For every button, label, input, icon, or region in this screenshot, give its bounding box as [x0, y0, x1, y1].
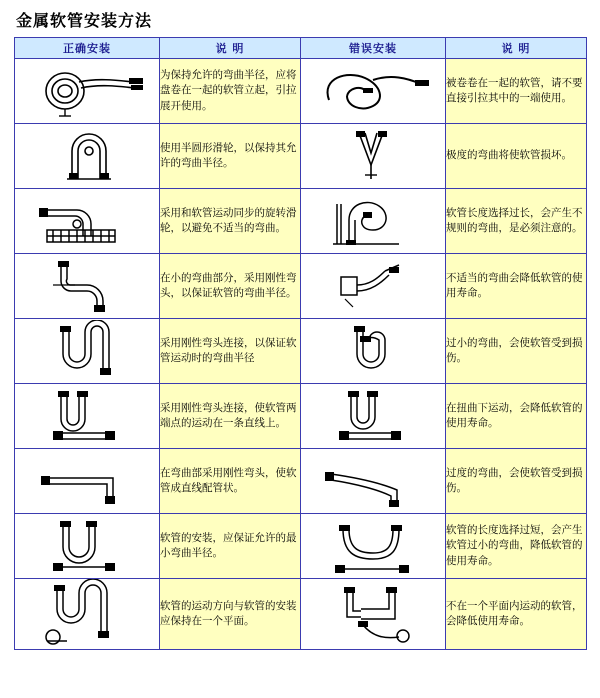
figure-hose-motion-out-of-plane-icon: [301, 579, 446, 650]
table-row: [15, 124, 587, 189]
figure-hose-bent-sharply-at-point-icon: [301, 124, 446, 189]
figure-rigid-elbow-connection-u-loop-icon: [15, 319, 160, 384]
note-text: 为保持允许的弯曲半径，应将盘卷在一起的软管立起，引拉展开使用。: [160, 59, 301, 124]
note-text: 采用和软管运动同步的旋转滑轮，以避免不适当的弯曲。: [160, 189, 301, 254]
figure-improper-bend-near-fitting-icon: [301, 254, 446, 319]
note-text: 采用刚性弯头连接，使软管两端点的运动在一条直线上。: [160, 384, 301, 449]
figure-rigid-elbow-straight-piping-icon: [15, 449, 160, 514]
table-row: [15, 59, 587, 124]
figure-hose-with-synchronized-rotating-pulley-icon: [15, 189, 160, 254]
note-text: 被卷卷在一起的软管，请不要直接引拉其中的一端使用。: [446, 59, 587, 124]
note-text: 不适当的弯曲会降低软管的使用寿命。: [446, 254, 587, 319]
figure-hose-too-long-excessive-bend-icon: [301, 514, 446, 579]
column-header-correct: 正确安装: [15, 38, 160, 59]
note-text: 极度的弯曲将使软管损坏。: [446, 124, 587, 189]
figure-rigid-elbow-at-small-bend-icon: [15, 254, 160, 319]
note-text: 软管的运动方向与软管的安装应保持在一个平面。: [160, 579, 301, 650]
figure-hose-over-semicircular-sheave-icon: [15, 124, 160, 189]
figure-excessive-bend-at-elbow-icon: [301, 449, 446, 514]
page-title: 金属软管安装方法: [16, 11, 153, 30]
column-header-wrong-note: 说 明: [446, 38, 587, 59]
figure-over-tight-s-bend-icon: [301, 319, 446, 384]
table-header-row: [15, 38, 587, 59]
figure-hose-motion-in-same-plane-icon: [15, 579, 160, 650]
note-text: 过小的弯曲，会使软管受到损伤。: [446, 319, 587, 384]
note-text: 在扭曲下运动，会降低软管的使用寿命。: [446, 384, 587, 449]
table-row: [15, 254, 587, 319]
column-header-correct-note: 说 明: [160, 38, 301, 59]
figure-hose-installed-with-min-bend-radius-icon: [15, 514, 160, 579]
note-text: 软管长度选择过长，会产生不规则的弯曲，是必须注意的。: [446, 189, 587, 254]
note-text: 软管的长度选择过短，会产生软管过小的弯曲，降低软管的使用寿命。: [446, 514, 587, 579]
note-text: 采用刚性弯头连接，以保证软管运动时的弯曲半径: [160, 319, 301, 384]
installation-methods-table: [14, 37, 587, 650]
figure-rigid-elbows-both-ends-straight-line-icon: [15, 384, 160, 449]
figure-coiled-hose-standing-upright-icon: [15, 59, 160, 124]
note-text: 软管的安装，应保证允许的最小弯曲半径。: [160, 514, 301, 579]
note-text: 使用半圆形滑轮，以保持其允许的弯曲半径。: [160, 124, 301, 189]
table-row: [15, 449, 587, 514]
note-text: 过度的弯曲，会使软管受到损伤。: [446, 449, 587, 514]
column-header-wrong: 错误安装: [301, 38, 446, 59]
note-text: 在弯曲部采用刚性弯头，使软管成直线配管状。: [160, 449, 301, 514]
table-row: [15, 319, 587, 384]
table-row: [15, 384, 587, 449]
note-text: 在小的弯曲部分，采用刚性弯头，以保证软管的弯曲半径。: [160, 254, 301, 319]
figure-coiled-hose-pulled-from-one-end-icon: [301, 59, 446, 124]
note-text: 不在一个平面内运动的软管，会降低使用寿命。: [446, 579, 587, 650]
table-row: [15, 189, 587, 254]
table-row: [15, 514, 587, 579]
table-row: [15, 579, 587, 650]
figure-hose-too-long-irregular-bend-icon: [301, 189, 446, 254]
figure-hose-twisted-during-motion-icon: [301, 384, 446, 449]
